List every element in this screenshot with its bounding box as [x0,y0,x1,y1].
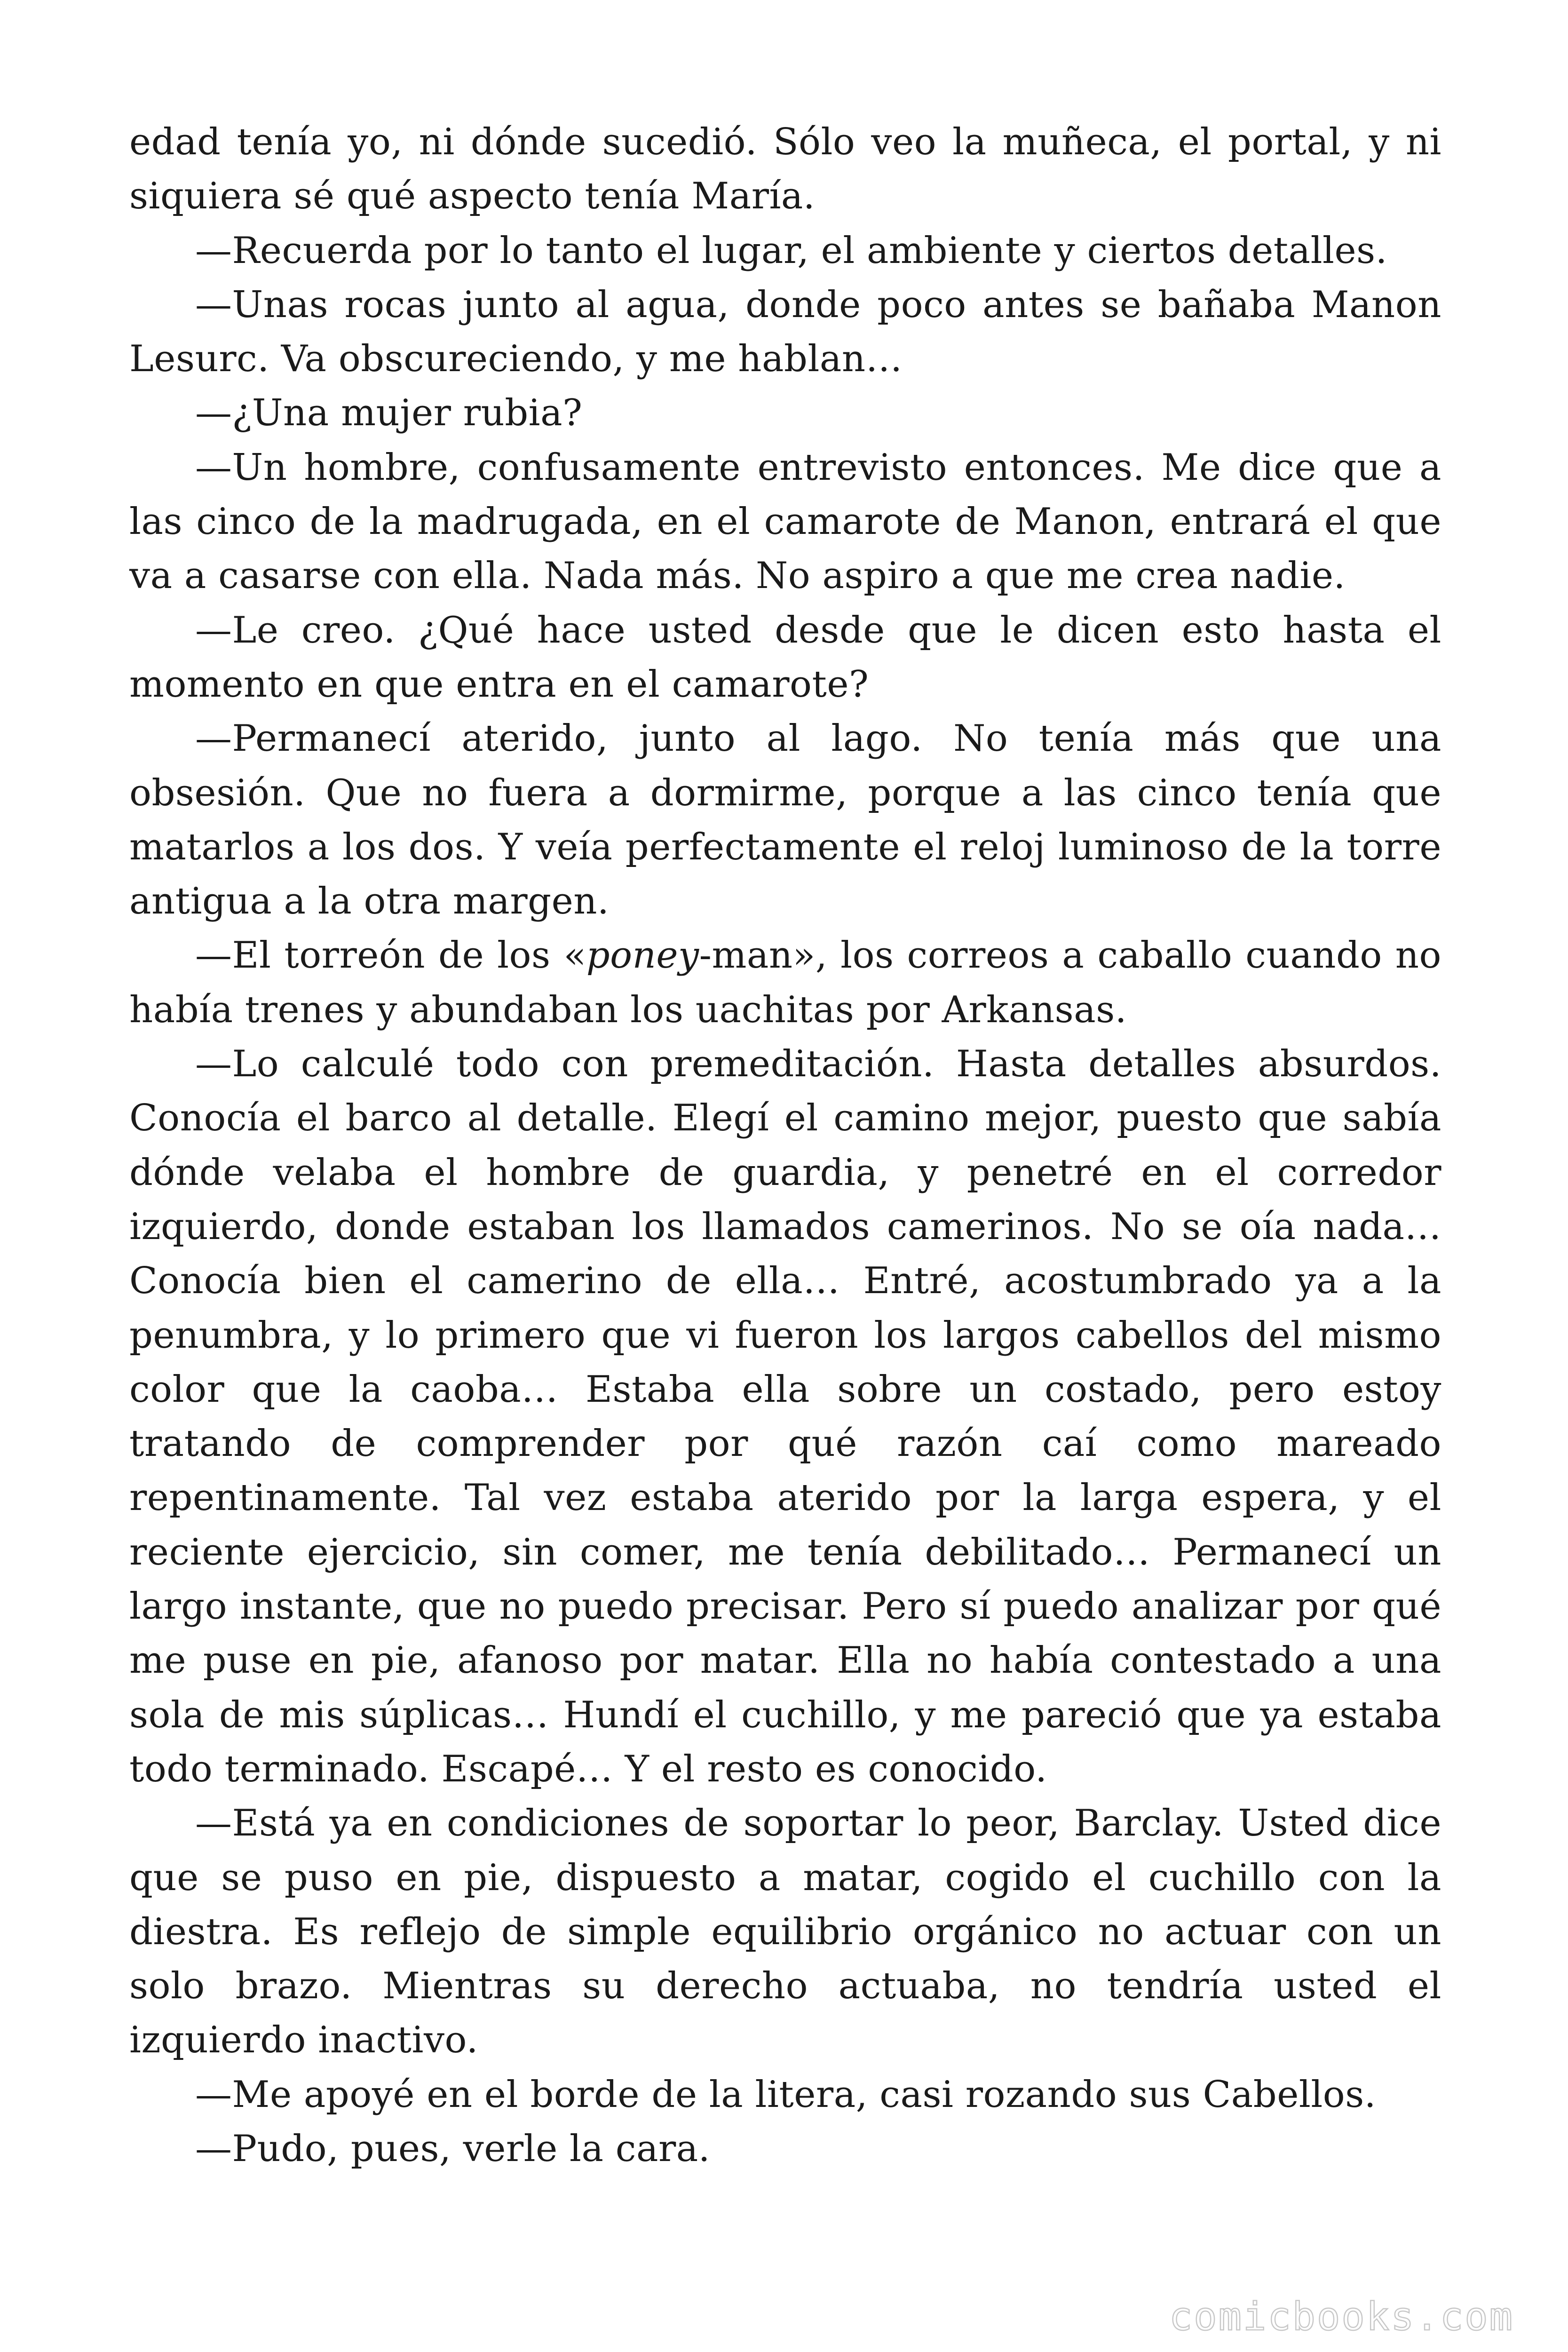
paragraph [129,1796,1441,2067]
paragraph-text: —Lo calculé todo con premeditación. Hasta detalles absurdos. Conocía el barco al detalle. Elegí el camino mejor, puesto que sabía dónde velaba el hombre de guardia, y penetré en el corredor izquierdo, donde estaban los llamados camerinos. No se oía nada… Conocía bien el camerino de ella… Entré, acostumbrado ya a la penumbra, y lo primero que vi fueron los largos cabellos del mismo color que la caoba… Estaba ella sobre un costado, pero estoy tratando de comprender por qué razón caí como mareado repentinamente. Tal vez estaba aterido por la larga espera, y el reciente ejercicio, sin comer, me tenía debilitado… Permanecí un largo instante, que no puedo precisar. Pero sí puedo analizar por qué me puse en pie, afanoso por matar. Ella no había contestado a una sola de mis súplicas… Hundí el cuchillo, y me pareció que ya estaba todo terminado. Escapé… Y el resto es conocido. [129,1043,1441,1790]
paragraph-text: —Permanecí aterido, junto al lago. No tenía más que una obsesión. Que no fuera a dormirme, porque a las cinco tenía que matarlos a los dos. Y veía perfectamente el reloj luminoso de la torre antigua a la otra margen. [129,717,1441,923]
paragraph-text: —Está ya en condiciones de soportar lo peor, Barclay. Usted dice que se puso en pie, dispuesto a matar, cogido el cuchillo con la diestra. Es reflejo de simple equilibrio orgánico no actuar con un solo brazo. Mientras su derecho actuaba, no tendría usted el izquierdo inactivo. [129,1802,1441,2062]
paragraph [129,1037,1441,1796]
paragraph-text: edad tenía yo, ni dónde sucedió. Sólo veo la muñeca, el portal, y ni siquiera sé qué aspecto tenía María. [129,121,1441,218]
paragraph-text: —Le creo. ¿Qué hace usted desde que le dicen esto hasta el momento en que entra en el camarote? [129,609,1441,706]
book-page-text [129,115,1441,2176]
paragraph [129,441,1441,604]
paragraph-text: —¿Una mujer rubia? [195,392,583,435]
watermark: comicbooks.com [1169,2295,1514,2339]
paragraph-text: —Unas rocas junto al agua, donde poco antes se bañaba Manon Lesurc. Va obscureciendo, y me hablan… [129,283,1441,381]
paragraph-text: —Pudo, pues, verle la cara. [195,2127,711,2170]
paragraph [129,278,1441,387]
paragraph [129,115,1441,224]
paragraph-text: -man», los correos a caballo cuando no había trenes y abundaban los uachitas por Arkansas. [129,934,1441,1031]
paragraph [129,929,1441,1037]
paragraph [129,224,1441,278]
paragraph-text: —El torreón de los « [195,934,586,977]
paragraph-text: —Recuerda por lo tanto el lugar, el ambiente y ciertos detalles. [195,229,1387,272]
paragraph [129,604,1441,712]
paragraph [129,2068,1441,2122]
paragraph [129,386,1441,440]
paragraph [129,2122,1441,2176]
paragraph-text: —Me apoyé en el borde de la litera, casi rozando sus Cabellos. [195,2073,1377,2116]
paragraph-text: —Un hombre, confusamente entrevisto entonces. Me dice que a las cinco de la madrugada, en el camarote de Manon, entrará el que va a casarse con ella. Nada más. No aspiro a que me crea nadie. [129,446,1441,597]
italic-text: poney [586,934,699,977]
paragraph [129,712,1441,929]
